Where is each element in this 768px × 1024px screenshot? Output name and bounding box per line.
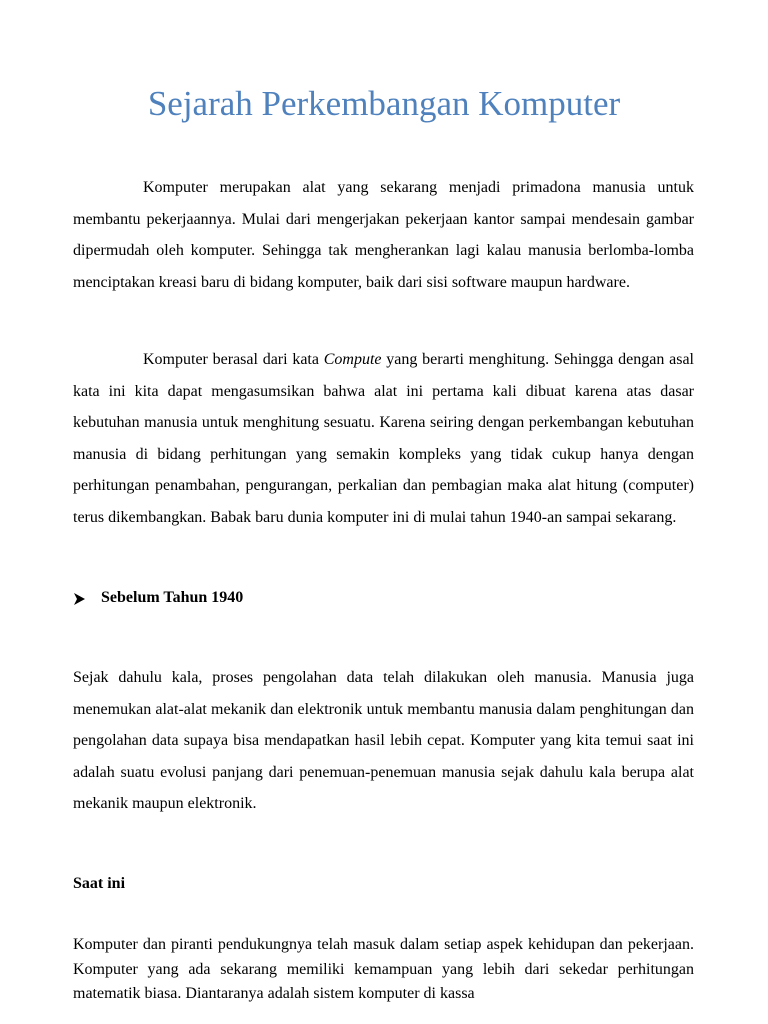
saat-ini-paragraph: Komputer dan piranti pendukungnya telah masuk dalam setiap aspek kehidupan dan pekerjaan. Komputer yang ada sekarang memiliki kemampuan yang lebih dari sekedar perhitungan matematik biasa. Diantaranya adalah sistem komputer di kassa bbox=[73, 936, 694, 1002]
section-heading-row bbox=[73, 586, 243, 610]
page-title: Sejarah Perkembangan Komputer bbox=[147, 84, 621, 123]
intro-paragraph: Komputer merupakan alat yang sekarang menjadi primadona manusia untuk membantu pekerjaannya. Mulai dari mengerjakan pekerjaan kantor sampai mendesain gambar dipermudah oleh komputer. Sehingga tak mengherankan lagi kalau manusia berlomba-lomba menciptakan kreasi baru di bidang komputer, baik dari sisi software maupun hardware. bbox=[73, 179, 694, 291]
arrowhead-bullet-icon bbox=[73, 592, 85, 604]
etymology-text-before: Komputer berasal dari kata bbox=[143, 351, 324, 368]
etymology-paragraph bbox=[73, 344, 694, 533]
etymology-text-after: yang berarti menghitung. Sehingga dengan asal kata ini kita dapat mengasumsikan bahwa alat ini pertama kali dibuat karena atas dasar kebutuhan manusia untuk menghitung sesuatu. Karena seiring dengan perkembangan kebutuhan manusia di bidang perhitungan yang semakin kompleks yang tidak cukup hanya dengan perhitungan penambahan, pengurangan, perkalian dan pembagian maka alat hitung (computer) terus dikembangkan. Babak baru dunia komputer ini di mulai tahun 1940-an sampai sekarang. bbox=[73, 351, 695, 526]
section-heading-before-1940: Sebelum Tahun 1940 bbox=[101, 589, 244, 606]
before-1940-paragraph: Sejak dahulu kala, proses pengolahan data telah dilakukan oleh manusia. Manusia juga menemukan alat-alat mekanik dan elektronik untuk membantu manusia dalam penghitungan dan pengolahan data supaya bisa mendapatkan hasil lebih cepat. Komputer yang kita temui saat ini adalah suatu evolusi panjang dari penemuan-penemuan manusia sejak dahulu kala berupa alat mekanik maupun elektronik. bbox=[73, 669, 694, 812]
section-heading-saat-ini: Saat ini bbox=[73, 875, 126, 892]
compute-term: Compute bbox=[323, 351, 382, 368]
